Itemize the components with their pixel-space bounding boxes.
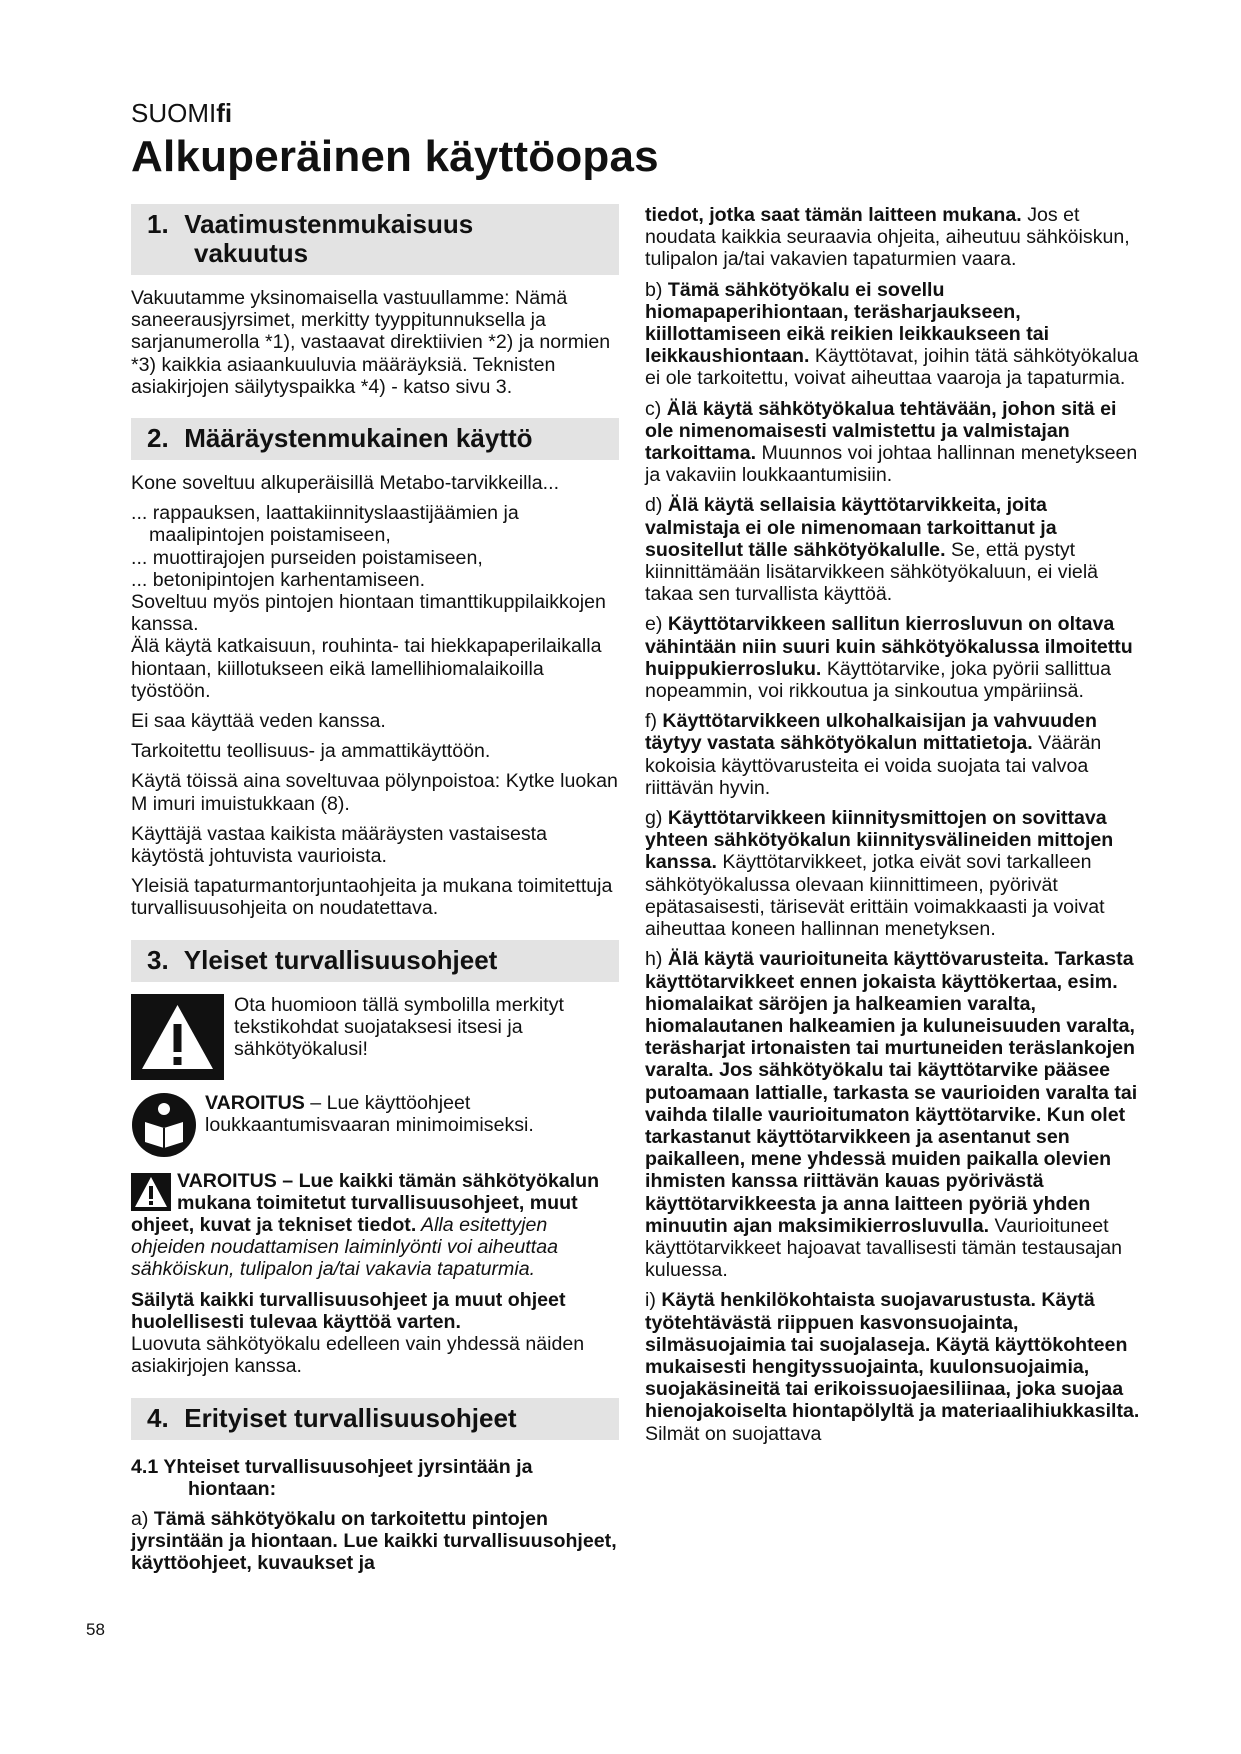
read-manual-icon — [131, 1092, 197, 1158]
subsection-heading-4-1: 4.1 Yhteiset turvallisuusohjeet jyrsintään ja hiontaan: — [131, 1455, 533, 1500]
use-list-item: ... betonipintojen karhentamiseen. — [131, 568, 426, 591]
page-title: Alkuperäinen käyttöopas — [131, 132, 659, 181]
warning-symbol-row — [131, 994, 619, 1080]
safety-item-e: e) Käyttötarvikkeen sallitun kierrosluvun on oltava vähintään niin suuri kuin sähkötyökalussa ilmoitettu huippukierrosluku. Käyttötarvike, joka pyörii sallittua nopeammin, voi rikkoutua ja sinkoutua ympäriinsä. — [645, 613, 1133, 703]
right-column — [645, 204, 1145, 1453]
section-heading-3: 3. Yleiset turvallisuusohjeet — [131, 940, 619, 982]
symbol-explanation: Ota huomioon tällä symbolilla merkityt tekstikohdat suojataksesi itsesi ja sähkötyökalusi! — [234, 993, 564, 1061]
section-heading-4: 4. Erityiset turvallisuusohjeet — [131, 1398, 619, 1440]
safety-item-f: f) Käyttötarvikkeen ulkohalkaisijan ja vahvuuden täytyy vastata sähkötyökalun mittatietoja. Väärän kokoisia käyttövarusteita ei voida suojata tai valvoa riittävän hyvin. — [645, 710, 1102, 799]
use-paragraph: Ei saa käyttää veden kanssa. — [131, 710, 386, 733]
use-list-item: ... rappauksen, laattakiinnityslaastijäämien ja maalipintojen poistamiseen, — [131, 502, 519, 547]
use-paragraph: Käytä töissä aina soveltuvaa pölynpoistoa: Kytke luokan M imuri imuistukkaan (8). — [131, 770, 618, 815]
language-label: SUOMIfi — [131, 98, 233, 128]
use-note: Soveltuu myös pintojen hiontaan timanttikuppilaikkojen kanssa. — [131, 591, 606, 636]
use-paragraph: Käyttäjä vastaa kaikista määräysten vastaisesta käytöstä johtuvista vaurioista. — [131, 822, 548, 868]
manual-symbol-row — [131, 1092, 619, 1158]
safety-item-h: h) Älä käytä vaurioituneita käyttövarusteita. Tarkasta käyttötarvikkeet ennen jokaista käyttökertaa, esim. hiomalaikat säröjen ja halkeamien varalta, hiomalautanen halkeamien ja kuluneisuuden varalta, teräsharjat irtonaisten tai murtuneiden teräslankojen varalta. Jos sähkötyökalu tai käyttötarvike pääsee putoamaan lattialle, tarkasta se vaurioiden varalta tai vaihda tilalle vaurioitumaton käyttötarvike. Kun olet tarkastanut käyttötarvikkeen ja asentanut sen paikalleen, mene yhdessä muiden paikalla olevien ihmisten kanssa riittävän kauas pyörivästä käyttötarvikkeesta ja anna laitteen pyöriä yhden minuutin ajan maksimikierrosluvulla. Vaurioituneet käyttötarvikkeet hajoavat tavallisesti tämän testausajan kuluessa. — [645, 948, 1138, 1282]
use-restriction: Älä käytä katkaisuun, rouhinta- tai hiekkapaperilaikalla hiontaan, kiillotukseen eikä lamellihiomalaikoilla työstöön. — [131, 635, 602, 702]
safety-item-b: b) Tämä sähkötyökalu ei sovellu hiomapaperihiontaan, teräsharjaukseen, kiillottamiseen eikä reikien leikkaukseen tai leikkaushiontaan. Käyttötavat, joihin tätä sähkötyökalua ei ole tarkoitettu, voivat aiheuttaa vaaroja ja tapaturmia. — [645, 278, 1139, 390]
declaration-text: Vakuutamme yksinomaisella vastuullamme: Nämä saneerausjyrsimet, merkitty tyyppitunnuksella ja sarjanumerolla *1), vastaavat direktiivien *2) ja normien *3) kaikkia asiaankuuluvia määräyksiä. Teknisten asiakirjojen säilytyspaikka *4) - katso sivu 3. — [131, 287, 611, 398]
use-paragraph: Tarkoitettu teollisuus- ja ammattikäyttöön. — [131, 740, 491, 763]
left-column — [131, 204, 619, 1583]
manual-warning-text: VAROITUS – Lue käyttöohjeet loukkaantumisvaaran minimoimiseksi. — [205, 1091, 534, 1136]
keep-instructions: Säilytä kaikki turvallisuusohjeet ja muut ohjeet huolellisesti tulevaa käyttöä varten. Luovuta sähkötyökalu edelleen vain yhdessä näiden asiakirjojen kanssa. — [131, 1288, 585, 1378]
section-heading-1: 1. Vaatimustenmukaisuus vakuutus — [131, 204, 619, 275]
use-paragraph: Yleisiä tapaturmantorjuntaohjeita ja mukana toimitettuja turvallisuusohjeita on noudatettava. — [131, 875, 613, 920]
safety-item-i: i) Käytä henkilökohtaista suojavarustusta. Käytä työtehtävästä riippuen kasvonsuojainta, silmäsuojaimia tai suojalaseja. Käytä käyttökohteen mukaisesti hengityssuojainta, kuulonsuojaimia, suojakäsineitä tai erikoissuojaesiliinaa, joka suojaa hienojakoiselta hiontapölyltä ja materiaalihiukkasilta. Silmät on suojattava — [645, 1289, 1140, 1445]
safety-item-d: d) Älä käytä sellaisia käyttötarvikkeita, joita valmistaja ei ole nimenomaan tarkoittanut ja suositellut tälle sähkötyökalulle. Se, että pystyt kiinnittämään lisätarvikkeen sähkötyökaluun, ei vielä takaa sen turvallista käyttöä. — [645, 494, 1099, 606]
warning-triangle-icon — [131, 1173, 171, 1211]
general-warning: VAROITUS – Lue kaikki tämän sähkötyökalun mukana toimitetut turvallisuusohjeet, muut ohjeet, kuvat ja tekniset tiedot. Alla esitettyjen ohjeiden noudattamisen laiminlyönti voi aiheuttaa sähköiskun, tulipalon ja/tai vakavia tapaturmia. — [131, 1169, 600, 1281]
use-list-item: ... muottirajojen purseiden poistamiseen, — [131, 546, 483, 569]
page-number: 58 — [86, 1620, 105, 1639]
warning-triangle-icon — [131, 994, 224, 1080]
safety-item-g: g) Käyttötarvikkeen kiinnitysmittojen on sovittava yhteen sähkötyökalun kiinnitysvälineiden mittojen kanssa. Käyttötarvikkeet, jotka eivät sovi tarkalleen sähkötyökalussa olevaan kiinnittimeen, pyörivät epätasaisesti, tärisevät erittäin voimakkaasti ja voivat aiheuttaa koneen hallinnan menetyksen. — [645, 807, 1114, 941]
intended-use-intro: Kone soveltuu alkuperäisillä Metabo-tarvikkeilla... — [131, 472, 560, 495]
safety-item-a: a) Tämä sähkötyökalu on tarkoitettu pintojen jyrsintään ja hiontaan. Lue kaikki turvallisuusohjeet, käyttöohjeet, kuvaukset ja — [131, 1507, 617, 1575]
safety-item-c: c) Älä käytä sähkötyökalua tehtävään, johon sitä ei ole nimenomaisesti valmistettu ja valmistajan tarkoittama. Muunnos voi johtaa hallinnan menetykseen ja vakaviin loukkaantumisiin. — [645, 397, 1138, 487]
section-heading-2: 2. Määräystenmukainen käyttö — [131, 418, 619, 460]
safety-item-a-continued: tiedot, jotka saat tämän laitteen mukana. Jos et noudata kaikkia seuraavia ohjeita, aiheutuu sähköiskun, tulipalon ja/tai vakavien tapaturmien vaara. — [645, 204, 1130, 271]
